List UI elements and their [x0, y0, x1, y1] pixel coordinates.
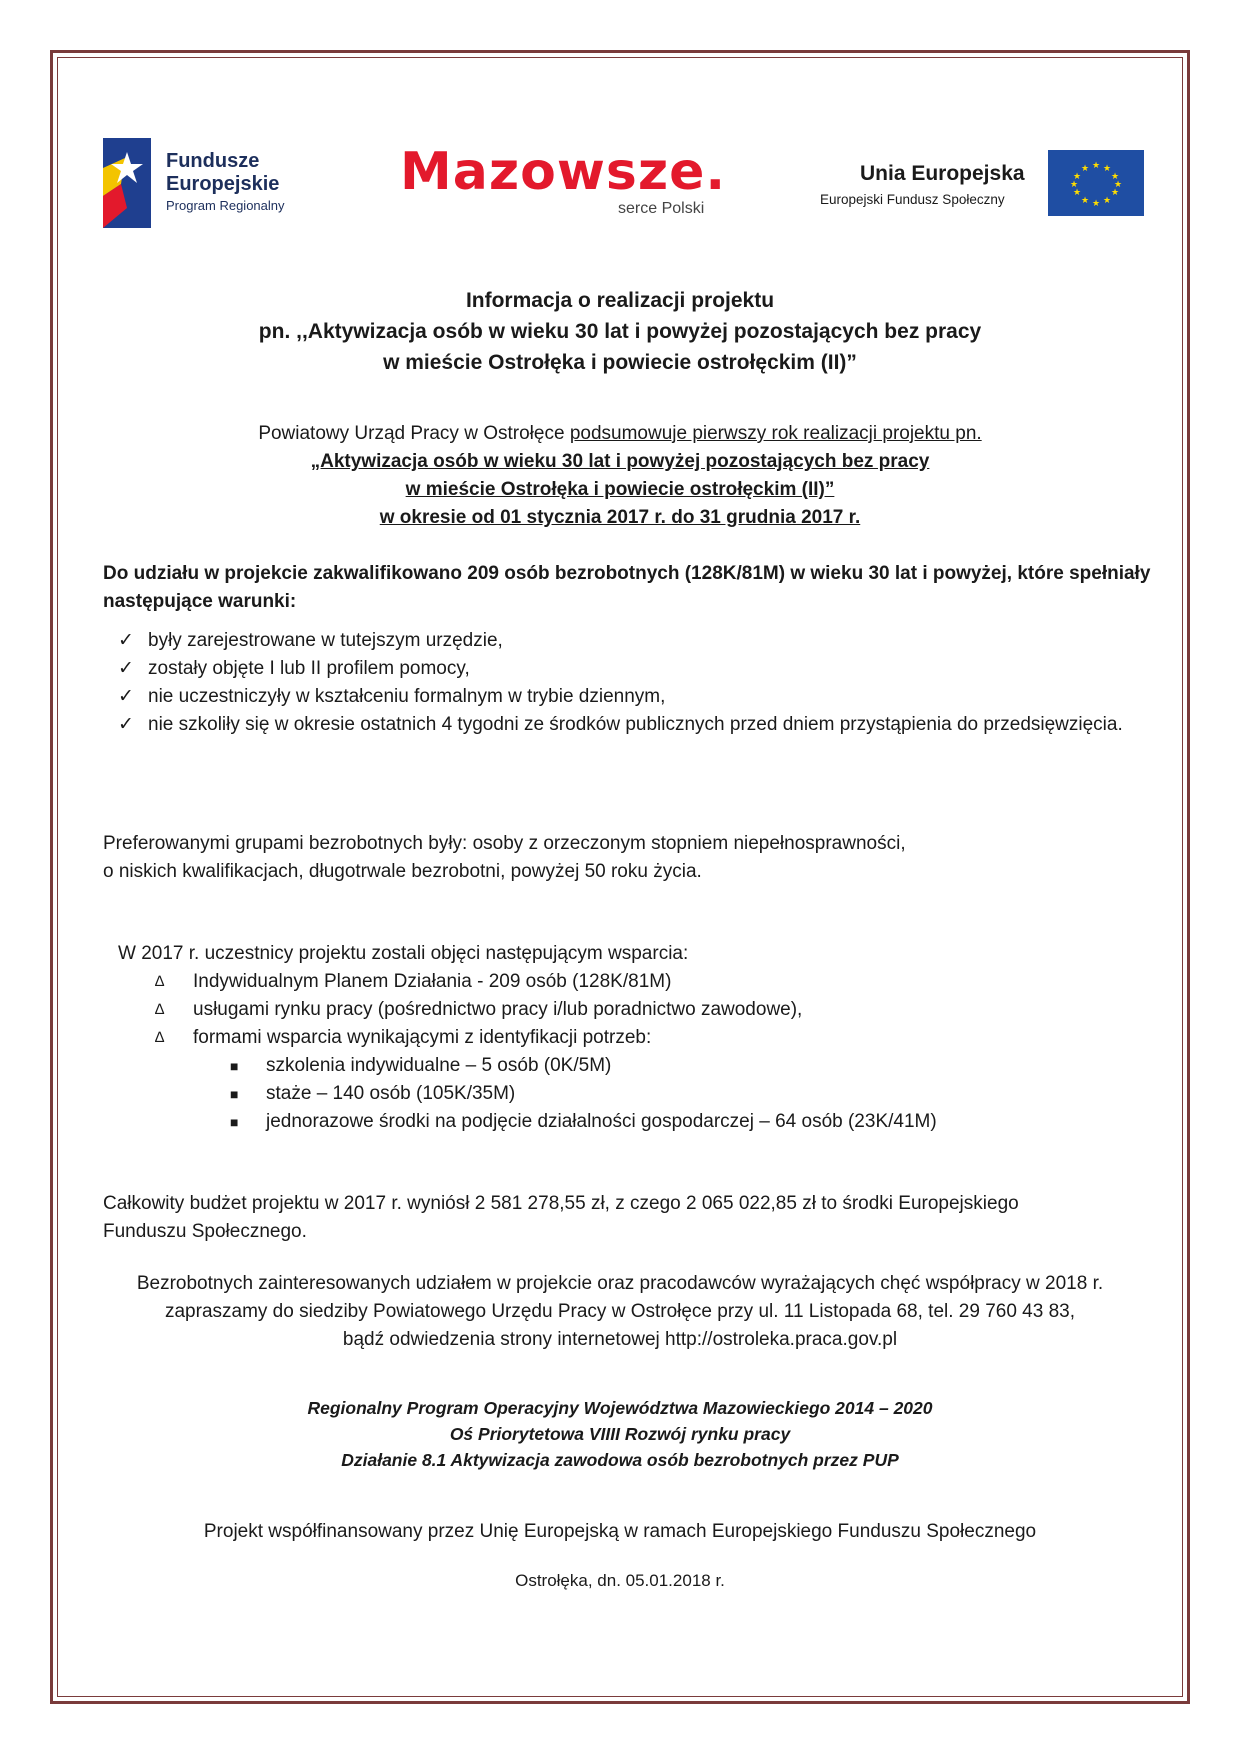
support-item: Indywidualnym Planem Działania - 209 osób (128K/81M): [193, 971, 672, 992]
support-subitem: jednorazowe środki na podjęcie działalności gospodarczej – 64 osób (23K/41M): [266, 1111, 937, 1132]
cofinancing-text: Projekt współfinansowany przez Unię Europejską w ramach Europejskiego Funduszu Społecznego: [203, 1521, 1037, 1542]
list-item: [230, 1108, 1130, 1136]
svg-text:★: ★: [1080, 196, 1090, 206]
ue-line2: Europejski Fundusz Społeczny: [820, 192, 1005, 207]
document-title: [90, 285, 1150, 378]
program-line2: Oś Priorytetowa VIIII Rozwój rynku pracy: [449, 1424, 791, 1444]
budget-line1: Całkowity budżet projektu w 2017 r. wyniósł 2 581 278,55 zł, z czego 2 065 022,85 zł to środki Europejskiego: [103, 1193, 1019, 1214]
svg-text:★: ★: [1110, 172, 1120, 182]
list-item: [118, 683, 1156, 711]
svg-text:★: ★: [1072, 172, 1082, 182]
support-list: [155, 968, 1155, 1052]
unia-europejska-logo: [820, 150, 1140, 220]
intro-line4: w okresie od 01 stycznia 2017 r. do 31 grudnia 2017 r.: [379, 507, 861, 528]
support-item: usługami rynku pracy (pośrednictwo pracy i/lub poradnictwo zawodowe),: [193, 999, 803, 1020]
title-line1: Informacja o realizacji projektu: [465, 289, 775, 312]
intro-line1-plain: Powiatowy Urząd Pracy w Ostrołęce: [258, 423, 570, 444]
title-line3: w mieście Ostrołęka i powiecie ostrołęckim (II)”: [383, 351, 857, 374]
list-item: [155, 996, 1155, 1024]
program-line1: Regionalny Program Operacyjny Województwa Mazowieckiego 2014 – 2020: [307, 1398, 933, 1418]
svg-text:★: ★: [1069, 180, 1079, 190]
preferred-line1: Preferowanymi grupami bezrobotnych były: osoby z orzeczonym stopniem niepełnosprawności,: [103, 833, 906, 854]
svg-text:★: ★: [1072, 188, 1082, 198]
square-bullet-icon: ■: [230, 1114, 239, 1130]
list-item: [230, 1052, 1130, 1080]
mazowsze-logo: [400, 142, 740, 230]
preferred-line2: o niskich kwalifikacjach, długotrwale bezrobotni, powyżej 50 roku życia.: [103, 861, 702, 882]
list-item: [118, 711, 1156, 739]
list-item: [118, 627, 1156, 655]
mazowsze-tagline: serce Polski: [618, 200, 705, 217]
condition-text: zostały objęte I lub II profilem pomocy,: [148, 658, 470, 679]
condition-text: były zarejestrowane w tutejszym urzędzie,: [148, 630, 503, 651]
contact-line3: bądź odwiedzenia strony internetowej http://ostroleka.praca.gov.pl: [342, 1329, 898, 1350]
condition-text: nie uczestniczyły w kształceniu formalnym w trybie dziennym,: [148, 686, 666, 707]
intro-block: [90, 420, 1150, 532]
contact-line2: zapraszamy do siedziby Powiatowego Urzędu Pracy w Ostrołęce przy ul. 11 Listopada 68, tel. 29 760 43 83,: [164, 1301, 1076, 1322]
checkmark-icon: ✓: [118, 686, 134, 707]
svg-text:★: ★: [1110, 188, 1120, 198]
checkmark-icon: ✓: [118, 630, 134, 651]
budget-line2: Funduszu Społecznego.: [103, 1221, 307, 1242]
triangle-icon: ∆: [155, 973, 165, 990]
title-line2: pn. ,,Aktywizacja osób w wieku 30 lat i powyżej pozostających bez pracy: [258, 320, 982, 343]
contact-text: [90, 1270, 1150, 1354]
square-bullet-icon: ■: [230, 1058, 239, 1074]
triangle-icon: ∆: [155, 1001, 165, 1018]
document-date: Ostrołęka, dn. 05.01.2018 r.: [515, 1571, 725, 1590]
list-item: [118, 655, 1156, 683]
triangle-icon: ∆: [155, 1029, 165, 1046]
list-item: [155, 968, 1155, 996]
qualification-text: Do udziału w projekcie zakwalifikowano 209 osób bezrobotnych (128K/81M) w wieku 30 lat i powyżej, które spełniały następujące warunki:: [103, 563, 1151, 612]
fe-line2: Europejskie: [166, 173, 280, 195]
support-subitem: szkolenia indywidualne – 5 osób (0K/5M): [266, 1055, 612, 1076]
svg-text:★: ★: [1091, 161, 1101, 171]
checkmark-icon: ✓: [118, 714, 134, 735]
svg-text:★: ★: [1080, 164, 1090, 174]
mazowsze-wordmark: Mazowsze.: [400, 142, 727, 202]
list-item: [230, 1080, 1130, 1108]
svg-text:★: ★: [1091, 199, 1101, 209]
intro-line1-underlined: podsumowuje pierwszy rok realizacji projektu pn.: [569, 423, 982, 444]
support-intro: W 2017 r. uczestnicy projektu zostali objęci następującym wsparcia:: [118, 943, 689, 964]
fe-line1: Fundusze: [166, 150, 260, 172]
intro-line3: w mieście Ostrołęka i powiecie ostrołęckim (II)”: [405, 479, 835, 500]
budget-text: [103, 1190, 1156, 1246]
eu-flag-icon: [1048, 150, 1144, 216]
checkmark-icon: ✓: [118, 658, 134, 679]
contact-line1: Bezrobotnych zainteresowanych udziałem w projekcie oraz pracodawców wyrażających chęć współpracy w 2018 r.: [136, 1273, 1104, 1294]
intro-line2: „Aktywizacja osób w wieku 30 lat i powyżej pozostających bez pracy: [310, 451, 930, 472]
fundusze-europejskie-logo: [103, 138, 323, 230]
program-line3: Działanie 8.1 Aktywizacja zawodowa osób bezrobotnych przez PUP: [341, 1450, 899, 1470]
conditions-list: [118, 627, 1156, 739]
preferred-groups: [103, 830, 1156, 886]
svg-text:★: ★: [1102, 196, 1112, 206]
square-bullet-icon: ■: [230, 1086, 239, 1102]
program-info: [90, 1395, 1150, 1473]
support-item: formami wsparcia wynikającymi z identyfikacji potrzeb:: [193, 1027, 652, 1048]
fe-line3: Program Regionalny: [166, 198, 285, 213]
svg-text:★: ★: [1102, 164, 1112, 174]
condition-text: nie szkoliły się w okresie ostatnich 4 tygodni ze środków publicznych przed dniem przystąpienia do przedsięwzięcia.: [148, 714, 1123, 735]
ue-line1: Unia Europejska: [860, 162, 1025, 185]
list-item: [155, 1024, 1155, 1052]
support-subitem: staże – 140 osób (105K/35M): [266, 1083, 516, 1104]
support-sublist: [230, 1052, 1130, 1136]
fe-emblem-icon: [103, 138, 151, 228]
svg-text:★: ★: [1113, 180, 1123, 190]
